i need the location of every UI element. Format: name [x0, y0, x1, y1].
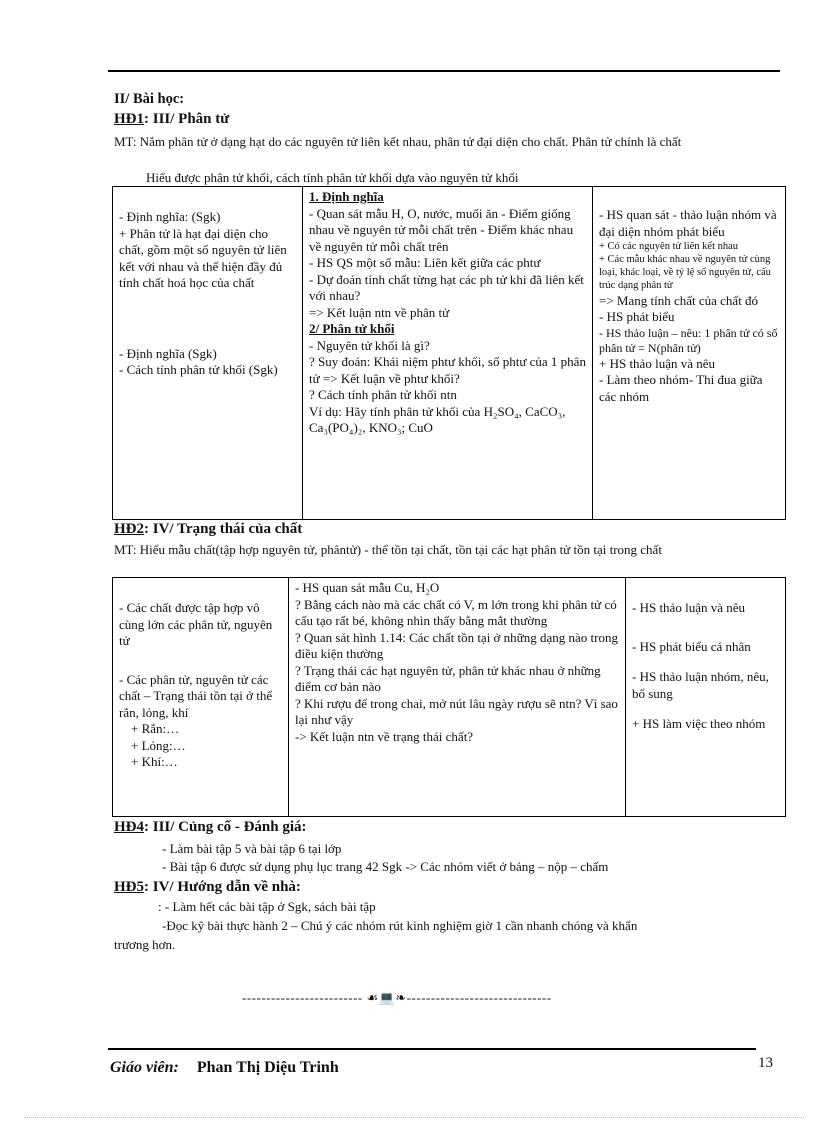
hd1-label: HĐ1 — [114, 111, 144, 127]
hd1-col3-line: - Làm theo nhóm- Thi đua giữa các nhóm — [599, 372, 763, 404]
hd1-heading — [114, 110, 229, 129]
hd2-col1-line: - Các phân tử, nguyên tử các chất – Trạng thái tồn tại ở thể rắn, lỏng, khí — [119, 671, 273, 720]
hd1-table — [112, 186, 786, 520]
hd1-col1-line: - Định nghĩa: (Sgk) — [119, 209, 221, 224]
footer-rule — [108, 1048, 756, 1050]
section-title: II/ Bài học: — [114, 91, 185, 107]
page-edge-dots — [24, 1117, 804, 1118]
hd1-title: : III/ Phân tử — [144, 111, 230, 127]
hd1-col3-note: + Có các nguyên tử liên kết nhau — [599, 241, 739, 252]
hd2-col-student — [626, 578, 786, 817]
hd1-col3-note: - HS thảo luận – nêu: 1 phân tử có số phân tử = N(phân tử) — [599, 325, 778, 355]
header-rule — [108, 70, 780, 72]
hd1-col2-line: - Nguyên tử khối là gì? — [309, 337, 430, 353]
hd1-col2-line: - Dự đoán tính chất từng hạt các ph tử khi đã liên kết với nhau? — [309, 271, 584, 303]
hd1-col2-line: - Quan sát mẫu H, O, nước, muối ăn - Điểm giống nhau về nguyên tử mỗi chất trên - Điểm khác nhau về nguyên tử mỗi chất trên — [309, 205, 574, 254]
hd2-col3-line: - HS thảo luận nhóm, nêu, bổ sung — [632, 669, 769, 701]
hd2-col2-line: ? Quan sát hình 1.14: Các chất tồn tại ở những dạng nào trong điều kiện thường — [295, 629, 618, 661]
page-number: 13 — [758, 1055, 773, 1071]
hd1-col2-line: ? Suy đoán: Khái niệm phtư khối, số phtư của 1 phân tử => Kết luận về phtư khối? — [309, 354, 586, 386]
hd2-heading — [114, 520, 302, 539]
hd2-col2-line: - HS quan sát mẫu Cu, H₂O — [295, 580, 440, 595]
hd1-example — [309, 404, 586, 437]
hd1-col1-line: - Định nghĩa (Sgk) — [119, 345, 217, 361]
hd1-col3-line: - HS phát biểu — [599, 309, 675, 324]
hd1-col1-line: - Cách tính phân tử khối (Sgk) — [119, 362, 278, 377]
hd2-col-teacher — [289, 578, 626, 817]
hd1-col3-line: - HS quan sát - thảo luận nhóm và đại diện nhóm phát biểu — [599, 207, 777, 239]
hd2-col2-line: ? Bằng cách nào mà các chất có V, m lớn trong khi phân tử có cấu tạo rất bé, không nhìn thấy bằng mắt thường — [295, 596, 617, 628]
hd4-label: HĐ4 — [114, 819, 144, 835]
hd2-col2-line: ? Trạng thái các hạt nguyên tử, phân tử khác nhau ở những điểm cơ bản nào — [295, 662, 601, 694]
hd1-col1-line: + Phân tử là hạt đại diện cho chất, gồm một số nguyên tử liên kết với nhau và thể hiện đầy đủ tính chất hoá học của chất — [119, 225, 287, 290]
hd1-subheading-definition: 1. Định nghĩa — [309, 189, 384, 204]
hd1-col-content — [113, 187, 303, 520]
hd1-subheading-molecular-mass: 2/ Phân tử khối — [309, 321, 395, 336]
hd4-item: - Làm bài tập 5 và bài tập 6 tại lớp — [162, 841, 342, 856]
footer-teacher-name: Phan Thị Diệu Trinh — [196, 1059, 339, 1076]
hd2-col3-line: - HS thảo luận và nêu — [632, 600, 746, 615]
hd5-label: HĐ5 — [114, 879, 144, 895]
section-separator: ------------------------- ☙💻❧------------------------------ — [242, 990, 552, 1005]
hd1-col2-line: ? Cách tính phân tử khối ntn — [309, 387, 457, 402]
hd1-col2-line: - HS QS một số mẫu: Liên kết giữa các phtư — [309, 255, 541, 270]
hd2-table — [112, 577, 786, 817]
footer-role: Giáo viên: — [110, 1059, 179, 1076]
hd1-col-student — [593, 187, 786, 520]
hd5-item: -Đọc kỹ bài thực hành 2 – Chú ý các nhóm rút kinh nghiệm giờ 1 cần nhanh chóng và khẩn — [162, 918, 638, 933]
footer — [110, 1058, 339, 1078]
hd2-goal: MT: Hiểu mẫu chất(tập hợp nguyên tử, phântử) - thể tồn tại chất, tồn tại các hạt phân tử tồn tại trong chất — [114, 542, 662, 557]
hd4-heading — [114, 818, 307, 837]
hd2-col-content — [113, 578, 289, 817]
hd2-title: : IV/ Trạng thái của chất — [144, 521, 303, 537]
hd5-continuation: trương hơn. — [114, 937, 176, 952]
hd5-item: : - Làm hết các bài tập ở Sgk, sách bài tập — [158, 899, 376, 914]
hd2-col3-line: + HS làm việc theo nhóm — [632, 716, 766, 731]
hd1-example-text: Ví dụ: Hãy tính phân tử khối của — [309, 403, 481, 419]
hd5-title: : IV/ Hướng dẫn về nhà: — [144, 879, 301, 895]
hd1-col-teacher — [303, 187, 593, 520]
hd2-col3-line: - HS phát biểu cá nhân — [632, 638, 751, 654]
hd1-col2-line: => Kết luận ntn về phân tử — [309, 304, 450, 320]
hd2-col1-line: - Các chất được tập hợp vô cùng lớn các phân tử, nguyên tử — [119, 600, 273, 648]
hd5-heading — [114, 878, 301, 897]
hd1-goal: MT: Nắm phân tử ở dạng hạt do các nguyên tử liên kết nhau, phân tử đại diện cho chất. Phân tử chính là chất — [114, 134, 682, 149]
hd1-example-formulas: H₂SO₄, CaCO₃, Ca₃(PO₄)₂, KNO₃; CuO — [309, 403, 566, 435]
hd2-col1-line: + Lỏng:… — [131, 737, 186, 753]
hd2-col1-line: + Khí:… — [131, 754, 178, 769]
hd2-label: HĐ2 — [114, 521, 144, 537]
hd2-col2-line: ? Khi rượu để trong chai, mở nút lâu ngày rượu sẽ ntn? Vì sao lại như vậy — [295, 695, 618, 727]
hd4-title: : III/ Củng cố - Đánh giá: — [144, 819, 307, 835]
hd1-goal-2: Hiểu được phân tử khối, cách tính phân tử khối dựa vào nguyên tử khối — [146, 170, 519, 185]
hd1-col3-note: + Các mẫu khác nhau về nguyên tử cùng loại, khác loại, về tỷ lệ số nguyên tử, cấu trúc dạng phân tử — [599, 254, 771, 292]
hd4-item: - Bài tập 6 được sử dụng phụ lục trang 42 Sgk -> Các nhóm viết ở bảng – nộp – chấm — [162, 859, 609, 874]
hd2-col1-line: + Rắn:… — [131, 721, 180, 736]
hd2-col2-line: -> Kết luận ntn về trạng thái chất? — [295, 728, 474, 744]
hd1-col3-line: + HS thảo luận và nêu — [599, 355, 716, 371]
hd1-col3-line: => Mang tính chất của chất đó — [599, 292, 759, 308]
